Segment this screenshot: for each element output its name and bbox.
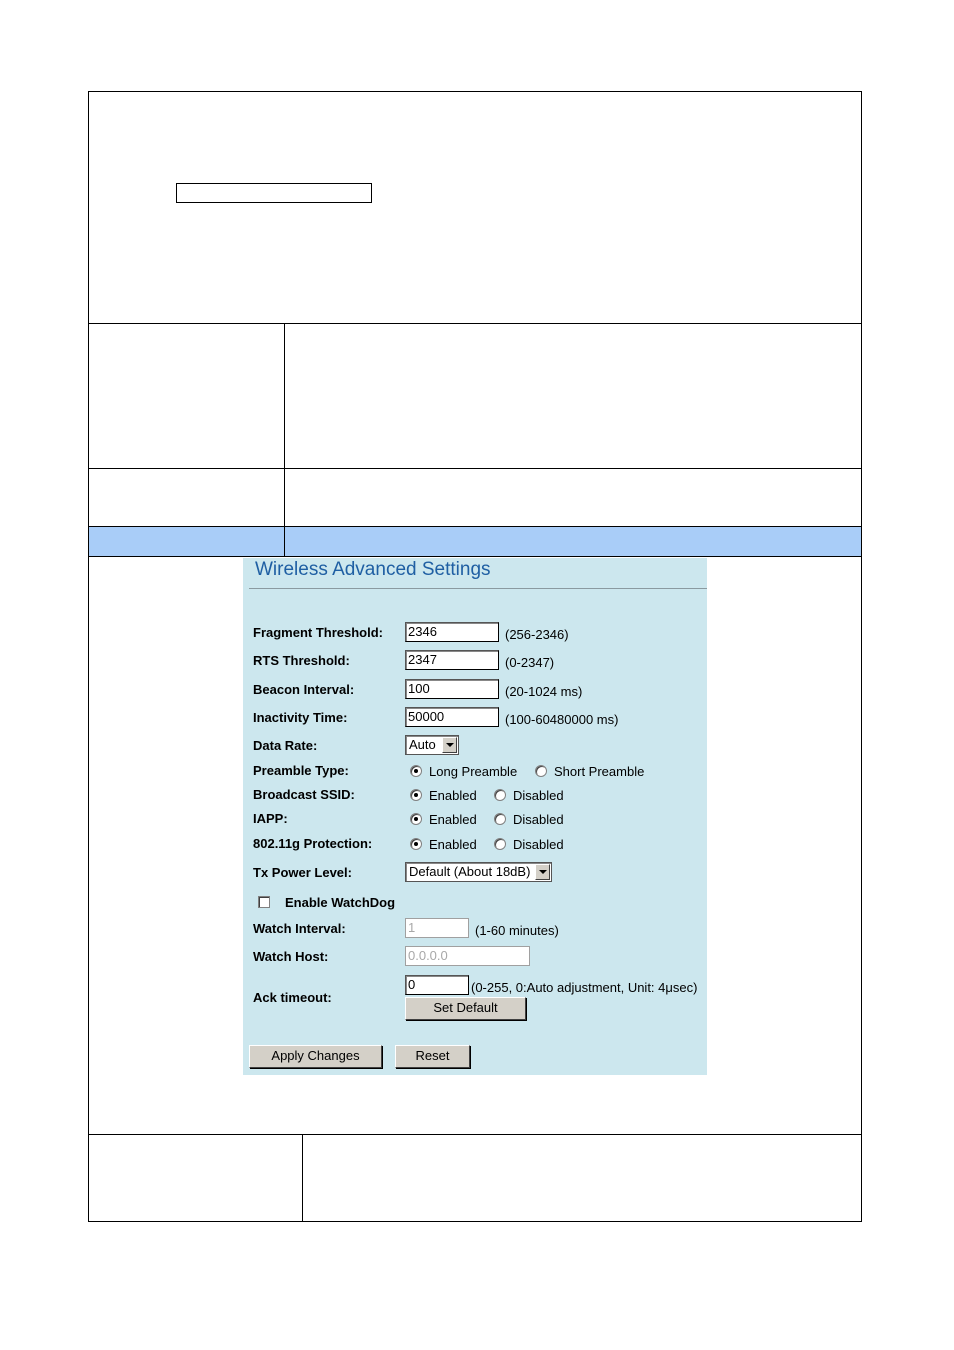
set-default-button[interactable]: Set Default	[405, 997, 526, 1020]
g-protection-disabled-radio[interactable]	[494, 838, 506, 850]
iapp-disabled-label: Disabled	[513, 812, 564, 827]
header-bar	[89, 527, 861, 556]
title-divider	[249, 588, 707, 589]
table-border-top	[88, 91, 862, 92]
fragment-threshold-hint: (256-2346)	[505, 627, 569, 642]
g-protection-enabled-radio[interactable]	[410, 838, 422, 850]
preamble-type-label: Preamble Type:	[253, 763, 349, 778]
iapp-disabled-radio[interactable]	[494, 813, 506, 825]
table-border-bottom	[88, 1221, 862, 1222]
inactivity-time-input[interactable]: 50000	[405, 707, 499, 727]
beacon-interval-input[interactable]: 100	[405, 679, 499, 699]
broadcast-ssid-disabled-radio[interactable]	[494, 789, 506, 801]
table-row-divider	[88, 468, 862, 469]
chevron-down-icon[interactable]	[442, 737, 457, 753]
broadcast-ssid-enabled-label: Enabled	[429, 788, 477, 803]
broadcast-ssid-label: Broadcast SSID:	[253, 787, 355, 802]
header-bar-divider	[284, 527, 285, 556]
table-row-divider	[88, 556, 862, 557]
tx-power-value: Default (About 18dB)	[409, 864, 531, 879]
beacon-interval-hint: (20-1024 ms)	[505, 684, 583, 699]
watchdog-label: Enable WatchDog	[285, 895, 396, 910]
panel-title: Wireless Advanced Settings	[255, 559, 491, 580]
watch-interval-label: Watch Interval:	[253, 921, 346, 936]
short-preamble-radio[interactable]	[535, 765, 547, 777]
watch-interval-hint: (1-60 minutes)	[475, 923, 559, 938]
watch-host-input[interactable]: 0.0.0.0	[405, 946, 530, 966]
inactivity-time-hint: (100-60480000 ms)	[505, 712, 619, 727]
fragment-threshold-input[interactable]: 2346	[405, 622, 499, 642]
tx-power-label: Tx Power Level:	[253, 865, 352, 880]
fragment-threshold-label: Fragment Threshold:	[253, 625, 384, 640]
data-rate-select[interactable]	[405, 735, 459, 755]
short-preamble-label: Short Preamble	[554, 764, 645, 779]
table-border-right	[861, 91, 862, 1222]
watchdog-checkbox[interactable]	[258, 896, 270, 908]
ack-timeout-label: Ack timeout:	[253, 990, 332, 1005]
iapp-enabled-label: Enabled	[429, 812, 477, 827]
iapp-label: IAPP:	[253, 811, 288, 826]
g-protection-enabled-label: Enabled	[429, 837, 477, 852]
table-row-divider	[88, 323, 862, 324]
ack-timeout-hint: (0-255, 0:Auto adjustment, Unit: 4μsec)	[471, 980, 698, 995]
rts-threshold-label: RTS Threshold:	[253, 653, 350, 668]
table-border-left	[88, 91, 89, 1222]
inactivity-time-label: Inactivity Time:	[253, 710, 348, 725]
data-rate-label: Data Rate:	[253, 738, 318, 753]
table-column-divider	[284, 323, 285, 556]
ack-timeout-input[interactable]: 0	[405, 975, 469, 995]
long-preamble-label: Long Preamble	[429, 764, 518, 779]
watch-host-label: Watch Host:	[253, 949, 329, 964]
watch-interval-input[interactable]: 1	[405, 918, 469, 938]
rts-threshold-input[interactable]: 2347	[405, 650, 499, 670]
data-rate-value: Auto	[409, 737, 436, 752]
g-protection-label: 802.11g Protection:	[253, 836, 373, 851]
empty-text-box[interactable]	[176, 183, 372, 203]
g-protection-disabled-label: Disabled	[513, 837, 564, 852]
chevron-down-icon[interactable]	[535, 864, 550, 880]
broadcast-ssid-disabled-label: Disabled	[513, 788, 564, 803]
table-row-divider	[88, 1134, 862, 1135]
table-column-divider	[302, 1134, 303, 1222]
long-preamble-radio[interactable]	[410, 765, 422, 777]
rts-threshold-hint: (0-2347)	[505, 655, 555, 670]
tx-power-select[interactable]	[405, 862, 552, 882]
beacon-interval-label: Beacon Interval:	[253, 682, 355, 697]
reset-button[interactable]: Reset	[395, 1045, 470, 1068]
apply-changes-button[interactable]: Apply Changes	[249, 1045, 382, 1068]
broadcast-ssid-enabled-radio[interactable]	[410, 789, 422, 801]
iapp-enabled-radio[interactable]	[410, 813, 422, 825]
